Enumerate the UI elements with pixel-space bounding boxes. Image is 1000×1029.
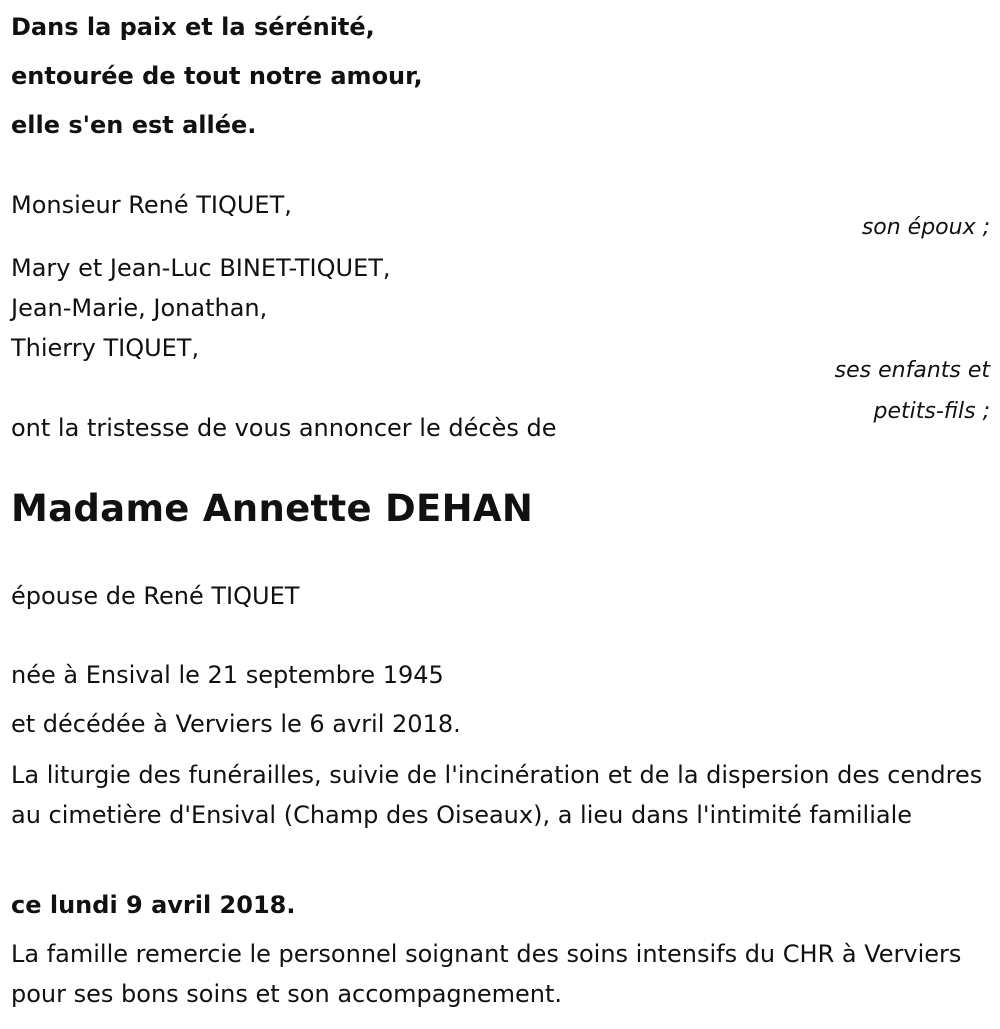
death-text: et décédée à Verviers le 6 avril 2018. (11, 710, 461, 738)
announcement-text: ont la tristesse de vous annoncer le décès de (11, 414, 557, 442)
children-role-line-1: ses enfants et (834, 358, 990, 383)
intro-line-2: entourée de tout notre amour, (11, 62, 423, 90)
funeral-date: ce lundi 9 avril 2018. (11, 891, 296, 919)
spouse-name: Monsieur René TIQUET, (11, 191, 292, 219)
thanks-text: La famille remercie le personnel soignant des soins intensifs du CHR à Verviers pour ses bons soins et son accompagnement. (11, 940, 962, 1008)
deceased-name: Madame Annette DEHAN (11, 487, 534, 530)
spouse-role: son époux ; (861, 215, 990, 240)
children-line-2: Jean-Marie, Jonathan, (11, 294, 268, 322)
children-line-3: Thierry TIQUET, (11, 334, 200, 362)
spouse-of-text: épouse de René TIQUET (11, 582, 300, 610)
children-role-line-2: petits-fils ; (873, 399, 990, 424)
funeral-text: La liturgie des funérailles, suivie de l'incinération et de la dispersion des cendres au cimetière d'Ensival (Champ des Oiseaux), a lieu dans l'intimité familiale (11, 761, 983, 829)
intro-line-1: Dans la paix et la sérénité, (11, 13, 375, 41)
children-line-1: Mary et Jean-Luc BINET-TIQUET, (11, 254, 391, 282)
birth-text: née à Ensival le 21 septembre 1945 (11, 661, 444, 689)
intro-line-3: elle s'en est allée. (11, 111, 257, 139)
